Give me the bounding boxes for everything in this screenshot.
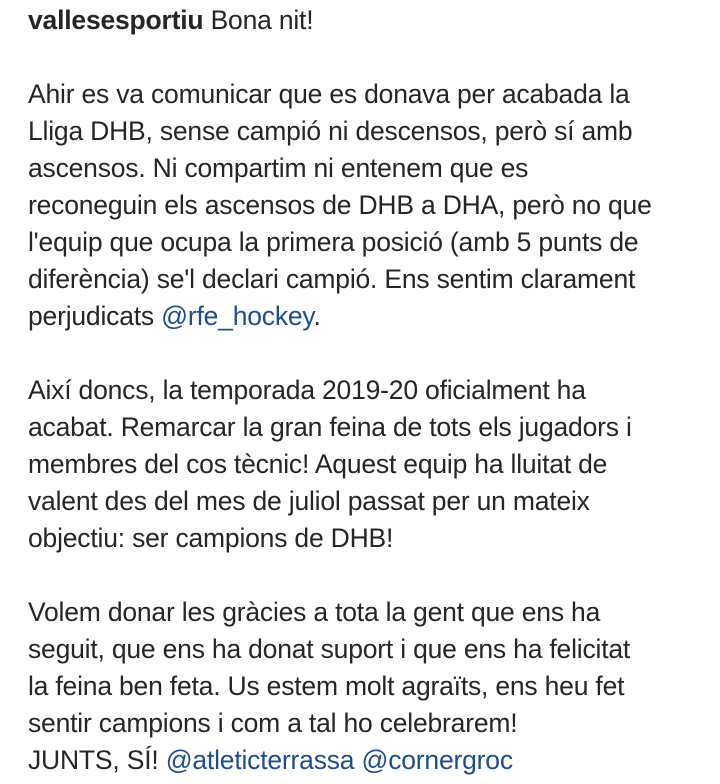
caption-line: Volem donar les gràcies a tota la gent que ens ha [28, 597, 601, 627]
caption-line: reconeguin els ascensos de DHB a DHA, però no que [28, 190, 652, 220]
caption-line: Ahir es va comunicar que es donava per acabada la [28, 79, 630, 109]
mention-atleticterrassa-link[interactable]: @atleticterrassa [165, 745, 355, 775]
caption-line: diferència) se'l declari campió. Ens sentim clarament [28, 264, 636, 294]
caption-first-line [28, 2, 708, 39]
paragraph-spacer [28, 335, 708, 372]
caption-text [354, 745, 361, 775]
mention-rfe-hockey-link[interactable]: @rfe_hockey [161, 301, 314, 331]
greeting-text: Bona nit! [203, 5, 314, 35]
caption-line: sentir campions i com a tal ho celebrarem! [28, 708, 518, 738]
caption-text: JUNTS, SÍ! [28, 745, 166, 775]
caption-line: Lliga DHB, sense campió ni descensos, però sí amb [28, 116, 633, 146]
caption-line: l'equip que ocupa la primera posició (amb 5 punts de [28, 227, 639, 257]
caption-text: . [313, 301, 321, 331]
post-caption [28, 0, 708, 779]
paragraph-spacer [28, 39, 708, 76]
caption-line: seguit, que ens ha donat suport i que ens ha felicitat [28, 634, 631, 664]
caption-line: ascensos. Ni compartim ni entenem que es [28, 153, 529, 183]
caption-line: la feina ben feta. Us estem molt agraïts, ens heu fet [28, 671, 625, 701]
caption-line: valent des del mes de juliol passat per un mateix [28, 486, 590, 516]
caption-line: membres del cos tècnic! Aquest equip ha lluitat de [28, 449, 608, 479]
caption-line [28, 742, 708, 779]
paragraph-spacer [28, 557, 708, 594]
username-link[interactable]: vallesesportiu [28, 5, 204, 35]
mention-cornergroc-link[interactable]: @cornergroc [361, 745, 513, 775]
caption-line [28, 298, 708, 335]
caption-line: Així doncs, la temporada 2019-20 oficialment ha [28, 375, 586, 405]
caption-text: perjudicats [28, 301, 162, 331]
caption-line: acabat. Remarcar la gran feina de tots els jugadors i [28, 412, 632, 442]
caption-line: objectiu: ser campions de DHB! [28, 523, 394, 553]
